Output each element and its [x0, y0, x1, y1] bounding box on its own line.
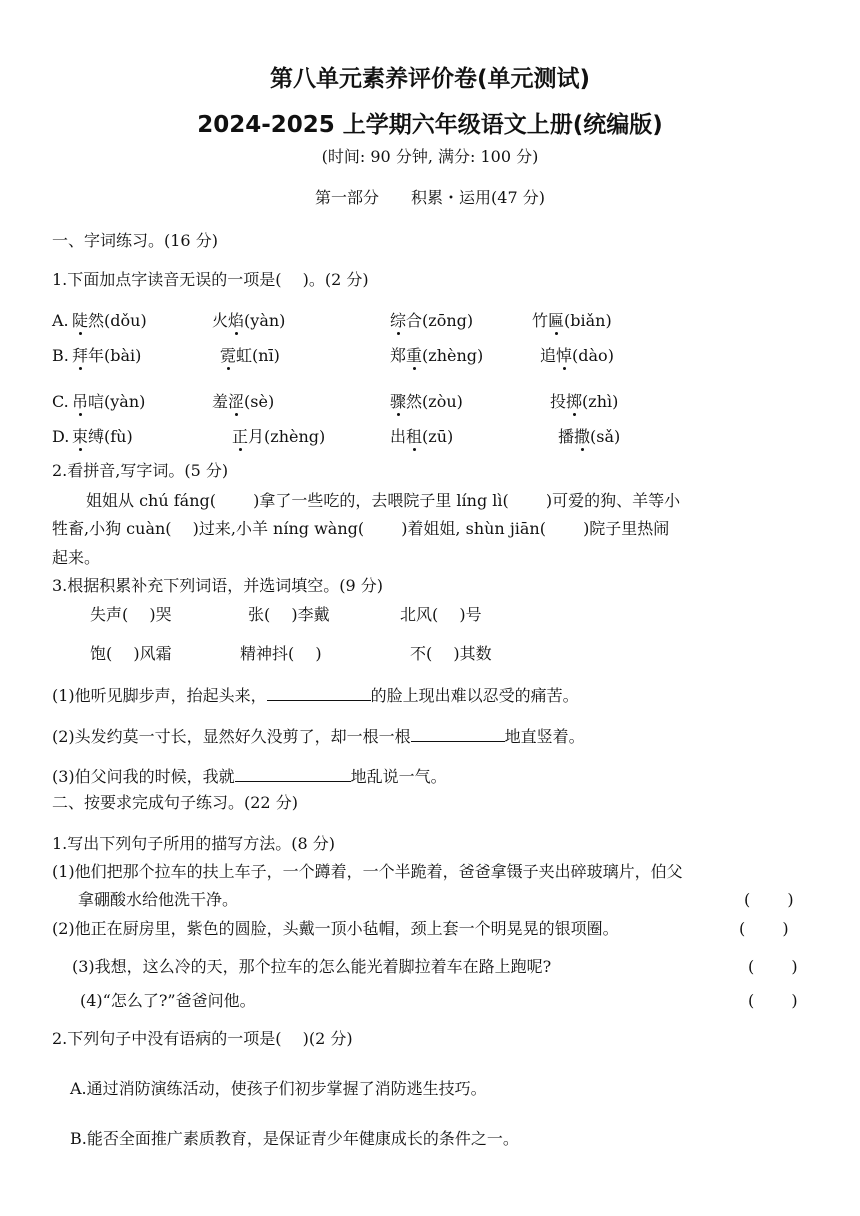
option-label: B. [52, 346, 69, 365]
dotted-character: 涩 [228, 392, 245, 411]
answer-blank[interactable] [411, 725, 505, 742]
dotted-character: 悼 [556, 346, 573, 365]
pinyin-word: 综合(zōng) [390, 311, 474, 330]
question-stem: 2.看拼音,写字词。(5 分) [52, 461, 229, 480]
pinyin-word: 羞涩(sè) [212, 392, 275, 411]
pinyin-word: 吊唁(yàn) [72, 392, 146, 411]
dotted-character: 撒 [574, 427, 591, 446]
pinyin-word: 霓虹(nī) [220, 346, 280, 365]
exam-subtitle: 2024-2025 上学期六年级语文上册(统编版) [197, 112, 663, 138]
dotted-character: 拜 [72, 346, 89, 365]
dotted-character: 正 [232, 427, 249, 446]
answer-blank[interactable] [267, 684, 371, 701]
pinyin-word: 出租(zū) [390, 427, 454, 446]
dotted-character: 焰 [228, 311, 245, 330]
idiom-item: 北风( )号 [400, 605, 482, 624]
paragraph-line: 牲畜,小狗 cuàn( )过来,小羊 níng wàng( )着姐姐, shùn jiān( )院子里热闹 [52, 519, 670, 538]
question-stem: 3.根据积累补充下列词语，并选词填空。(9 分) [52, 576, 384, 595]
question-stem: 2.下列句子中没有语病的一项是( )(2 分) [52, 1029, 353, 1048]
dotted-character: 束 [72, 427, 89, 446]
sentence-item: (4)“怎么了?”爸爸问他。 [80, 991, 256, 1010]
option-label: C. [52, 392, 69, 411]
answer-paren[interactable]: ( ) [739, 919, 789, 938]
pinyin-word: 竹匾(biǎn) [532, 311, 612, 330]
dotted-character: 陡 [72, 311, 89, 330]
idiom-item: 张( )李戴 [248, 605, 330, 624]
fill-sentence: (2)头发约莫一寸长，显然好久没剪了，却一根一根 地直竖着。 [52, 727, 585, 746]
option-b: B.能否全面推广素质教育，是保证青少年健康成长的条件之一。 [70, 1129, 519, 1148]
section-heading: 二、按要求完成句子练习。(22 分) [52, 793, 298, 812]
question-stem: 1.写出下列句子所用的描写方法。(8 分) [52, 834, 336, 853]
sentence-item: (2)他正在厨房里，紫色的圆脸，头戴一顶小毡帽，颈上套一个明晃晃的银项圈。 [52, 919, 619, 938]
paragraph-line: 起来。 [52, 548, 101, 567]
pinyin-word: 骤然(zòu) [390, 392, 463, 411]
paragraph-line: 姐姐从 chú fáng( )拿了一些吃的，去喂院子里 líng lì( )可爱的狗、羊等小 [86, 491, 681, 510]
idiom-item: 失声( )哭 [90, 605, 172, 624]
pinyin-word: 火焰(yàn) [212, 311, 286, 330]
option-label: A. [52, 311, 69, 330]
dotted-character: 租 [406, 427, 423, 446]
option-label: D. [52, 427, 70, 446]
sentence-item: 拿硼酸水给他洗干净。 [78, 890, 239, 909]
dotted-character: 综 [390, 311, 407, 330]
sentence-item: (1)他们把那个拉车的扶上车子，一个蹲着，一个半跪着，爸爸拿镊子夹出碎玻璃片，伯父 [52, 862, 683, 881]
answer-paren[interactable]: ( ) [748, 957, 798, 976]
pinyin-word: 拜年(bài) [72, 346, 142, 365]
question-stem: 1.下面加点字读音无误的一项是( )。(2 分) [52, 270, 369, 289]
dotted-character: 重 [406, 346, 423, 365]
idiom-item: 不( )其数 [410, 644, 492, 663]
part-heading: 第一部分 积累・运用(47 分) [315, 188, 545, 207]
answer-paren[interactable]: ( ) [744, 890, 794, 909]
option-a: A.通过消防演练活动，使孩子们初步掌握了消防逃生技巧。 [70, 1079, 487, 1098]
pinyin-word: 正月(zhèng) [232, 427, 326, 446]
exam-title: 第八单元素养评价卷(单元测试) [269, 66, 591, 92]
pinyin-word: 束缚(fù) [72, 427, 133, 446]
exam-meta: (时间: 90 分钟, 满分: 100 分) [321, 147, 539, 166]
pinyin-word: 投掷(zhì) [550, 392, 619, 411]
pinyin-word: 郑重(zhèng) [390, 346, 484, 365]
sentence-item: (3)我想，这么冷的天，那个拉车的怎么能光着脚拉着车在路上跑呢? [72, 957, 552, 976]
pinyin-word: 追悼(dào) [540, 346, 614, 365]
fill-sentence: (1)他听见脚步声，抬起头来， 的脸上现出难以忍受的痛苦。 [52, 686, 579, 705]
answer-paren[interactable]: ( ) [748, 991, 798, 1010]
dotted-character: 霓 [220, 346, 237, 365]
idiom-item: 精神抖( ) [240, 644, 322, 663]
dotted-character: 骤 [390, 392, 407, 411]
fill-sentence: (3)伯父问我的时候，我就 地乱说一气。 [52, 767, 447, 786]
idiom-item: 饱( )风霜 [90, 644, 172, 663]
dotted-character: 吊 [72, 392, 89, 411]
answer-blank[interactable] [235, 765, 351, 782]
section-heading: 一、字词练习。(16 分) [52, 231, 218, 250]
pinyin-word: 播撒(sǎ) [558, 427, 621, 446]
pinyin-word: 陡然(dǒu) [72, 311, 147, 330]
dotted-character: 掷 [566, 392, 583, 411]
dotted-character: 匾 [548, 311, 565, 330]
